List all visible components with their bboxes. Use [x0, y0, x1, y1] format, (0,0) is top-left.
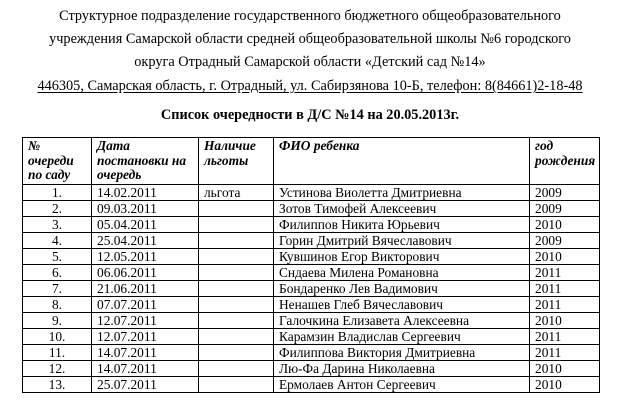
cell-child-name [274, 313, 530, 329]
col-header-registration-date: Дата постановки на очередь [92, 138, 199, 185]
table-row [23, 201, 600, 217]
cell-queue-number: 2. [23, 201, 92, 217]
queue-table-body [23, 185, 600, 393]
table-row [23, 265, 600, 281]
cell-queue-number: 11. [23, 345, 92, 361]
org-header-line-3: округа Отрадный Самарской области «Детский сад №14» [134, 54, 486, 70]
cell-birth-year: 2011 [530, 345, 600, 361]
table-row [23, 281, 600, 297]
cell-queue-number: 1. [23, 185, 92, 201]
org-address: 446305, Самарская область, г. Отрадный, ул. Сабирзянова 10-Б, телефон: 8(84661)2-18-48 [37, 78, 583, 94]
cell-benefit [199, 249, 274, 265]
cell-registration-date: 05.04.2011 [92, 217, 199, 233]
cell-queue-number: 9. [23, 313, 92, 329]
table-row [23, 313, 600, 329]
child-surname: Филиппова Виктория Дмитриевна [279, 345, 476, 360]
cell-registration-date: 12.07.2011 [92, 329, 199, 345]
cell-birth-year: 2010 [530, 377, 600, 393]
cell-birth-year: 2009 [530, 233, 600, 249]
cell-queue-number: 5. [23, 249, 92, 265]
child-surname: Галочкина Елизавета Алексеевна [279, 313, 470, 328]
cell-birth-year: 2009 [530, 185, 600, 201]
table-row [23, 297, 600, 313]
cell-benefit [199, 329, 274, 345]
table-row [23, 233, 600, 249]
cell-registration-date: 21.06.2011 [92, 281, 199, 297]
cell-child-name [274, 345, 530, 361]
child-surname: Кувшинов Егор Викторович [279, 249, 440, 264]
child-surname: Ермолаев Антон Сергеевич [279, 377, 436, 392]
cell-registration-date: 12.05.2011 [92, 249, 199, 265]
cell-benefit [199, 265, 274, 281]
cell-benefit [199, 297, 274, 313]
list-title: Список очередности в Д/С №14 на 20.05.2013г. [160, 107, 460, 123]
child-surname: Карамзин Владислав Сергеевич [279, 329, 461, 344]
cell-child-name [274, 361, 530, 377]
table-row [23, 345, 600, 361]
table-row [23, 377, 600, 393]
cell-birth-year: 2011 [530, 297, 600, 313]
cell-birth-year: 2011 [530, 281, 600, 297]
col-header-child-name: ФИО ребенка [274, 138, 530, 185]
cell-benefit [199, 217, 274, 233]
cell-queue-number: 8. [23, 297, 92, 313]
cell-birth-year: 2011 [530, 265, 600, 281]
cell-child-name [274, 265, 530, 281]
cell-queue-number: 7. [23, 281, 92, 297]
cell-benefit [199, 313, 274, 329]
cell-registration-date: 06.06.2011 [92, 265, 199, 281]
cell-registration-date: 09.03.2011 [92, 201, 199, 217]
table-row [23, 249, 600, 265]
cell-queue-number: 4. [23, 233, 92, 249]
cell-child-name [274, 249, 530, 265]
cell-child-name [274, 377, 530, 393]
cell-birth-year: 2010 [530, 249, 600, 265]
cell-child-name [274, 233, 530, 249]
col-header-queue-number: № очереди по саду [23, 138, 92, 185]
cell-registration-date: 14.07.2011 [92, 361, 199, 377]
child-surname: Бондаренко Лев Вадимович [279, 281, 438, 296]
org-header-line-2: учреждения Самарской области средней общеобразовательной школы №6 городского [49, 31, 571, 47]
cell-queue-number: 6. [23, 265, 92, 281]
table-row [23, 185, 600, 201]
cell-queue-number: 10. [23, 329, 92, 345]
cell-registration-date: 12.07.2011 [92, 313, 199, 329]
cell-benefit [199, 233, 274, 249]
cell-child-name [274, 329, 530, 345]
cell-birth-year: 2010 [530, 361, 600, 377]
queue-table-header [23, 138, 600, 185]
table-row [23, 361, 600, 377]
queue-table [22, 137, 600, 393]
cell-benefit: льгота [199, 185, 274, 201]
cell-benefit [199, 281, 274, 297]
cell-child-name [274, 185, 530, 201]
cell-child-name [274, 217, 530, 233]
cell-queue-number: 12. [23, 361, 92, 377]
cell-registration-date: 14.02.2011 [92, 185, 199, 201]
child-surname: Горин Дмитрий Вячеславович [279, 233, 452, 248]
child-surname: Ненашев Глеб Вячеславович [279, 297, 443, 312]
child-surname: Лю-Фа Дарина Николаевна [279, 361, 436, 376]
table-row [23, 217, 600, 233]
org-header-line-1: Структурное подразделение государственного бюджетного общеобразовательного [59, 8, 561, 24]
child-surname: Сндаева Милена Романовна [279, 265, 439, 280]
col-header-birth-year: год рождения [530, 138, 600, 185]
cell-benefit [199, 361, 274, 377]
cell-registration-date: 14.07.2011 [92, 345, 199, 361]
cell-queue-number: 3. [23, 217, 92, 233]
cell-benefit [199, 377, 274, 393]
cell-birth-year: 2009 [530, 201, 600, 217]
cell-benefit [199, 201, 274, 217]
table-row [23, 329, 600, 345]
cell-registration-date: 25.04.2011 [92, 233, 199, 249]
cell-benefit [199, 345, 274, 361]
header-row [23, 138, 600, 185]
cell-child-name [274, 201, 530, 217]
col-header-benefit: Наличие льготы [199, 138, 274, 185]
cell-child-name [274, 281, 530, 297]
child-surname: Устинова Виолетта Дмитриевна [279, 185, 462, 200]
cell-queue-number: 13. [23, 377, 92, 393]
child-surname: Зотов Тимофей Алексеевич [279, 201, 437, 216]
cell-registration-date: 25.07.2011 [92, 377, 199, 393]
child-surname: Филиппов Никита Юрьевич [279, 217, 440, 232]
cell-child-name [274, 297, 530, 313]
cell-birth-year: 2010 [530, 313, 600, 329]
cell-birth-year: 2010 [530, 217, 600, 233]
cell-birth-year: 2011 [530, 329, 600, 345]
cell-registration-date: 07.07.2011 [92, 297, 199, 313]
